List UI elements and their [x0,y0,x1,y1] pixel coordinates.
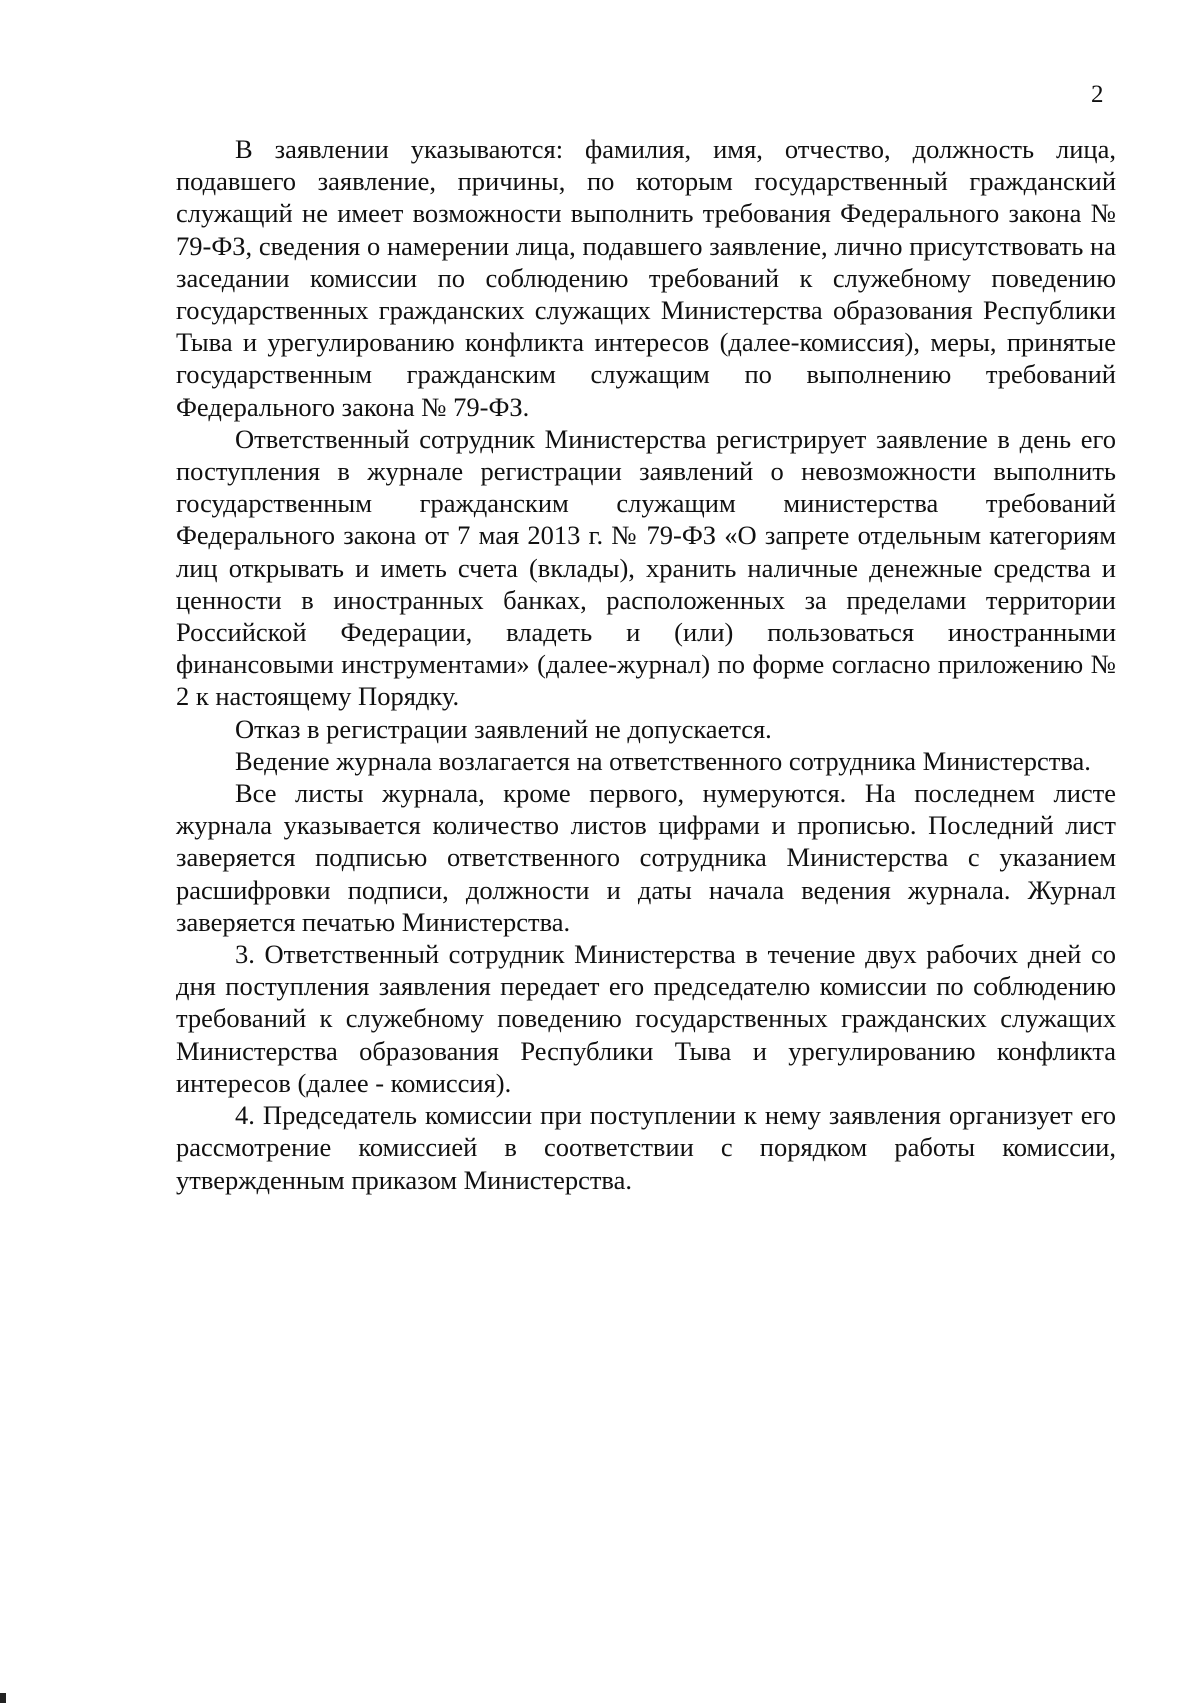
paragraph-refusal: Отказ в регистрации заявлений не допускается. [235,713,772,744]
scan-edge-mark [0,1693,6,1703]
paragraph-item-3: 3. Ответственный сотрудник Министерства в течение двух рабочих дней со дня поступления заявления передает его председателю комиссии по соблюдению требований к служебному поведению государственных гражданских служащих Министерства образования Республики Тыва и урегулированию конфликта интересов (далее - комиссия). [176,939,1116,1098]
paragraph-statement-contents: В заявлении указываются: фамилия, имя, отчество, должность лица, подавшего заявление, причины, по которым государственный гражданский служащий не имеет возможности выполнить требования Федерального закона № 79-ФЗ, сведения о намерении лица, подавшего заявление, лично присутствовать на заседании комиссии по соблюдению требований к служебному поведению государственных гражданских служащих Министерства образования Республики Тыва и урегулированию конфликта интересов (далее-комиссия), меры, принятые государственным гражданским служащим по выполнению требований Федерального закона № 79-ФЗ. [176,134,1116,422]
document-body [176,133,1116,1196]
paragraph-item-4: 4. Председатель комиссии при поступлении к нему заявления организует его рассмотрение комиссией в соответствии с порядком работы комиссии, утвержденным приказом Министерства. [176,1100,1116,1195]
page-number: 2 [1091,81,1104,108]
paragraph-journal-pages: Все листы журнала, кроме первого, нумеруются. На последнем листе журнала указывается количество листов цифрами и прописью. Последний лист заверяется подписью ответственного сотрудника Министерства с указанием расшифровки подписи, должности и даты начала ведения журнала. Журнал заверяется печатью Министерства. [176,778,1116,937]
paragraph-journal-keeping: Ведение журнала возлагается на ответственного сотрудника Министерства. [235,745,1091,776]
paragraph-registration: Ответственный сотрудник Министерства регистрирует заявление в день его поступления в журнале регистрации заявлений о невозможности выполнить государственным гражданским служащим министерства требований Федерального закона от 7 мая 2013 г. № 79-ФЗ «О запрете отдельным категориям лиц открывать и иметь счета (вклады), хранить наличные денежные средства и ценности в иностранных банках, расположенных за пределами территории Российской Федерации, владеть и (или) пользоваться иностранными финансовыми инструментами» (далее-журнал) по форме согласно приложению № 2 к настоящему Порядку. [176,423,1116,712]
